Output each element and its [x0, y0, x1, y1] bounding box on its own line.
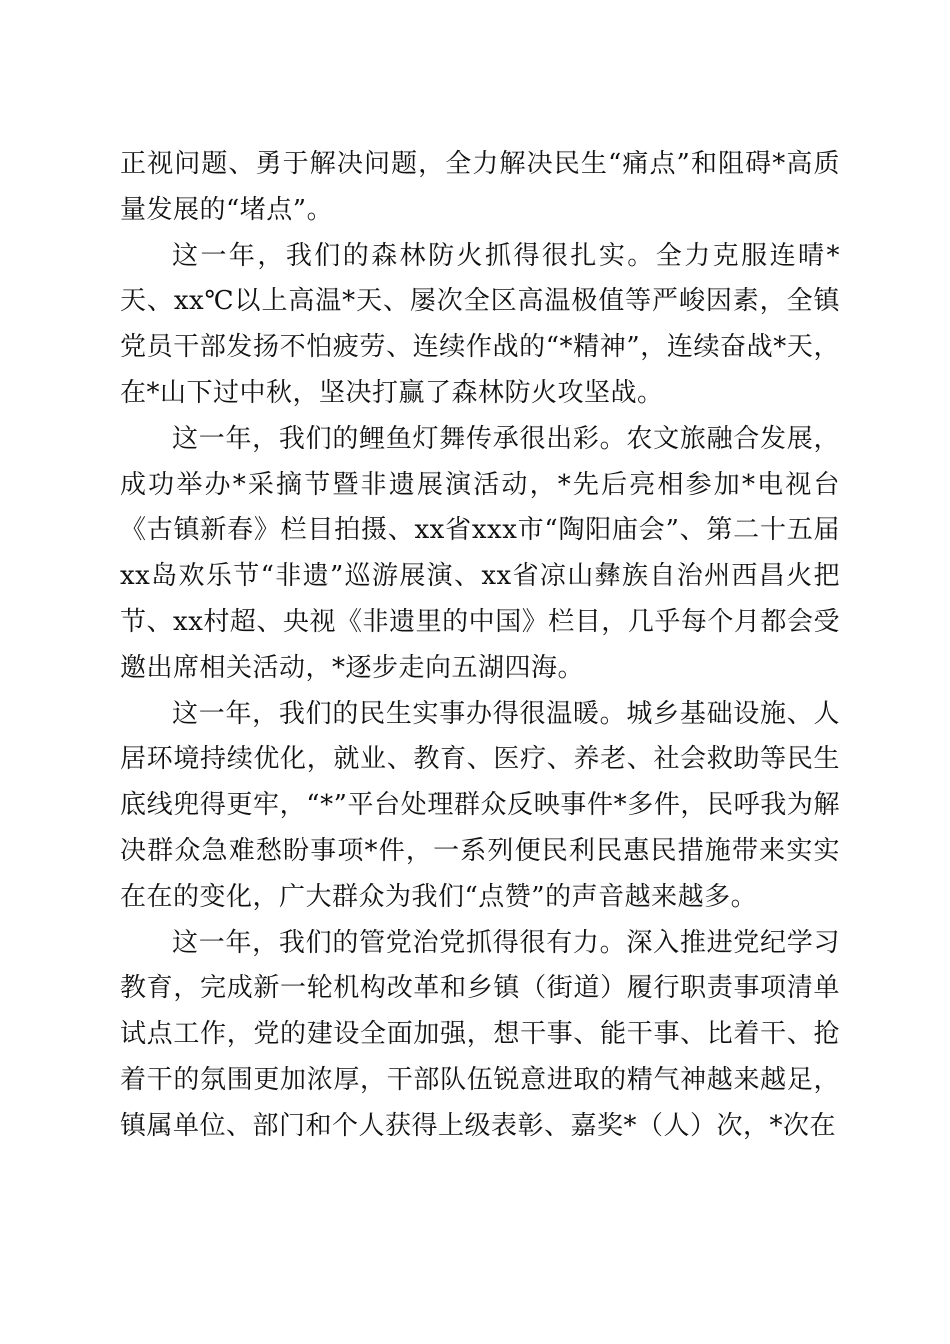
paragraph-carp-lantern-dance: 这一年，我们的鲤鱼灯舞传承很出彩。农文旅融合发展，成功举办*采摘节暨非遗展演活动，*先后亮相参加*电视台《古镇新春》栏目拍摄、xx省xxx市“陶阳庙会”、第二十五届xx岛欢乐节“非遗”巡游展演、xx省凉山彝族自治州西昌火把节、xx村超、央视《非遗里的中国》栏目，几乎每个月都会受邀出席相关活动，*逐步走向五湖四海。	[120, 423, 840, 683]
paragraph-continuation: 正视问题、勇于解决问题，全力解决民生“痛点”和阻碍*高质量发展的“堵点”。	[120, 149, 840, 225]
paragraph-party-governance: 这一年，我们的管党治党抓得很有力。深入推进党纪学习教育，完成新一轮机构改革和乡镇（街道）履行职责事项清单试点工作，党的建设全面加强，想干事、能干事、比着干、抢着干的氛围更加浓厚，干部队伍锐意进取的精气神越来越足，镇属单位、部门和个人获得上级表彰、嘉奖*（人）次，*次在	[120, 927, 840, 1141]
paragraph-livelihood: 这一年，我们的民生实事办得很温暖。城乡基础设施、人居环境持续优化，就业、教育、医疗、养老、社会救助等民生底线兜得更牢，“*”平台处理群众反映事件*多件，民呼我为解决群众急难愁盼事项*件，一系列便民利民惠民措施带来实实在在的变化，广大群众为我们“点赞”的声音越来越多。	[120, 698, 840, 912]
document-body	[120, 142, 840, 1150]
paragraph-forest-fire: 这一年，我们的森林防火抓得很扎实。全力克服连晴*天、xx℃以上高温*天、屡次全区高温极值等严峻因素，全镇党员干部发扬不怕疲劳、连续作战的“*精神”，连续奋战*天，在*山下过中秋，坚决打赢了森林防火攻坚战。	[120, 240, 840, 408]
